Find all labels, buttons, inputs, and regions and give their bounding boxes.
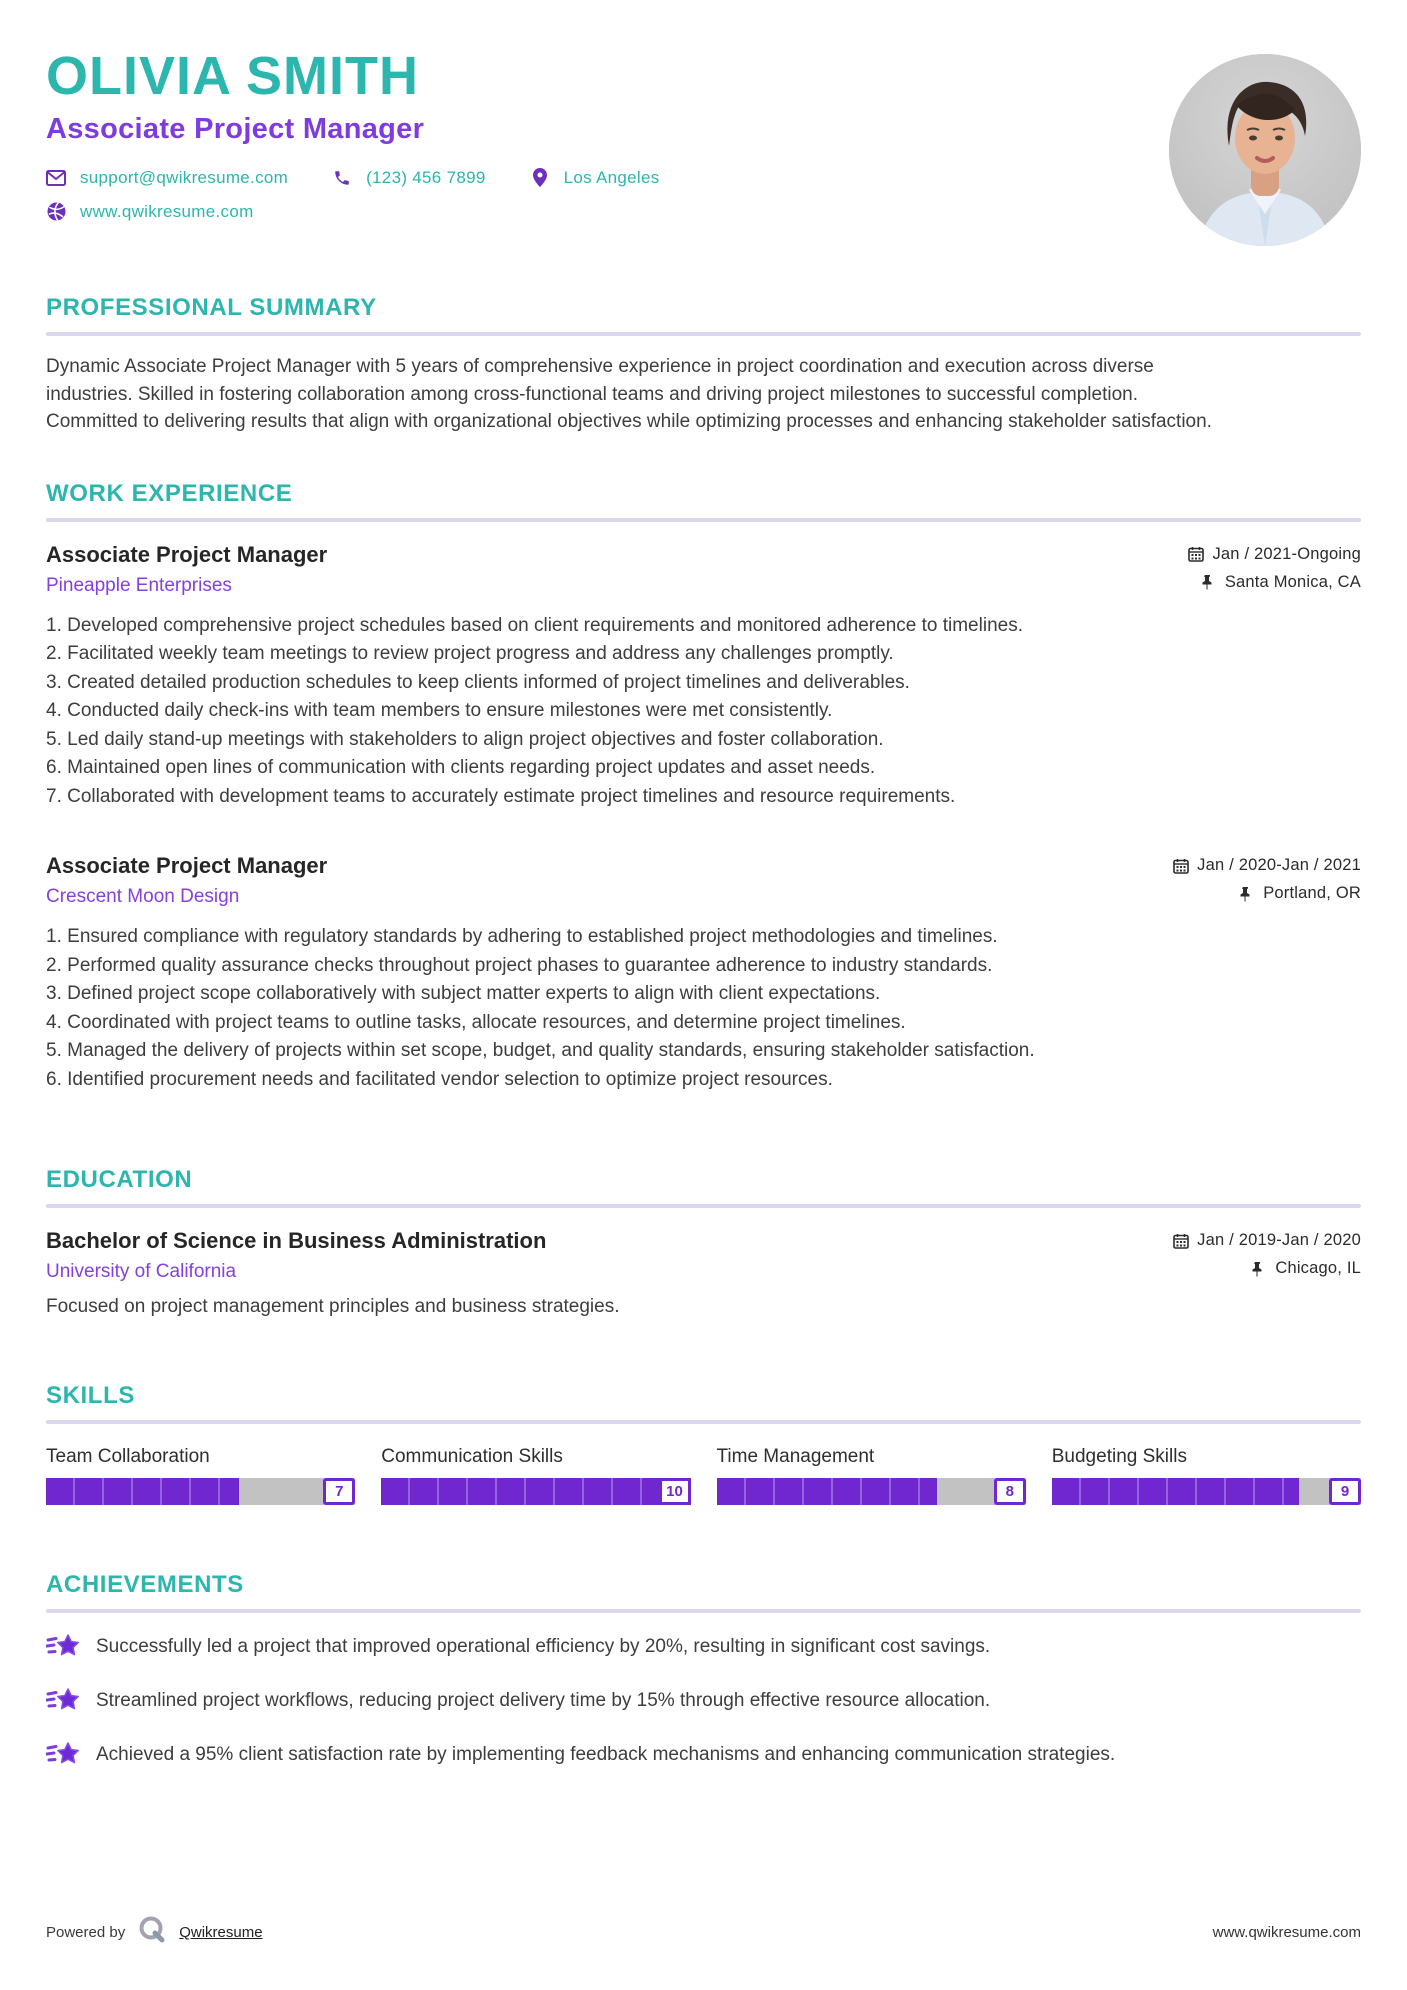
job-date-text: Jan / 2020-Jan / 2021	[1197, 856, 1361, 874]
pushpin-icon	[1201, 574, 1217, 590]
job-bullet: Developed comprehensive project schedules based on client requirements and monitored adherence to timelines.	[67, 614, 1023, 636]
achievements-list	[46, 1633, 1361, 1776]
job-bullet: Performed quality assurance checks throughout project phases to guarantee adherence to industry standards.	[67, 954, 993, 976]
job-head-left	[46, 853, 327, 908]
globe-icon	[46, 202, 66, 222]
shooting-star-icon	[46, 1739, 80, 1776]
job-title: Associate Project Manager	[46, 541, 328, 567]
company-name: Pineapple Enterprises	[46, 574, 232, 596]
job-bullet-list	[46, 923, 1361, 1094]
envelope-icon	[46, 168, 66, 188]
summary-heading: PROFESSIONAL SUMMARY	[46, 294, 377, 321]
job-bullet: Defined project scope collaboratively with subject matter experts to align with client expectations.	[67, 983, 881, 1004]
section-divider	[46, 1420, 1361, 1424]
work-heading: WORK EXPERIENCE	[46, 479, 293, 507]
section-achievements	[46, 1571, 1361, 1776]
skill-value-badge: 8	[994, 1478, 1026, 1505]
person-name: OLIVIA SMITH	[46, 46, 419, 106]
section-education	[46, 1166, 1361, 1318]
skill-bar-fill	[717, 1478, 937, 1505]
skill-bar	[717, 1478, 1026, 1505]
skills-grid	[46, 1446, 1361, 1505]
job-dates	[1173, 856, 1361, 875]
qwikresume-link[interactable]: Qwikresume	[179, 1924, 263, 1941]
location-link[interactable]	[530, 168, 660, 188]
education-location	[1251, 1259, 1361, 1278]
section-professional-summary	[46, 294, 1361, 436]
job-meta	[1188, 542, 1361, 592]
website-link[interactable]	[46, 202, 254, 222]
section-divider	[46, 1204, 1361, 1208]
skill-bar-fill	[1052, 1478, 1300, 1505]
job-bullet: Led daily stand-up meetings with stakeholders to align project objectives and foster collaboration.	[67, 728, 884, 750]
job-location-text: Portland, OR	[1263, 884, 1361, 902]
education-dates	[1173, 1231, 1361, 1250]
contact-row-1	[46, 168, 1361, 188]
skill-bar-fill	[381, 1478, 690, 1505]
summary-text: Dynamic Associate Project Manager with 5 years of comprehensive experience in project coordination and execution across diverse industries. Skilled in fostering collaboration among cross-functional teams and driving project milestones to successful completion. Committed to delivering results that align with organizational objectives while optimizing processes and enhancing stakeholder satisfaction.	[46, 356, 1212, 432]
education-meta	[1173, 1228, 1361, 1278]
job-bullet: Identified procurement needs and facilitated vendor selection to optimize project resources.	[67, 1068, 833, 1090]
section-work-experience	[46, 480, 1361, 1095]
skill-label: Time Management	[716, 1446, 875, 1467]
job-bullet: Facilitated weekly team meetings to review project progress and address any challenges promptly.	[67, 643, 894, 664]
job-dates	[1188, 545, 1361, 564]
map-pin-icon	[530, 168, 550, 188]
skill-bar-fill	[46, 1478, 239, 1505]
achievement-item	[46, 1687, 1361, 1722]
skill-label: Team Collaboration	[46, 1446, 210, 1467]
contact-info	[46, 168, 1361, 222]
phone-icon	[332, 168, 352, 188]
job-title: Associate Project Manager	[46, 853, 328, 878]
job-location	[1239, 884, 1361, 903]
skill-bar	[381, 1478, 690, 1505]
website-text: www.qwikresume.com	[80, 201, 254, 221]
job-head-left	[46, 542, 327, 597]
footer-site-link[interactable]: www.qwikresume.com	[1212, 1924, 1361, 1941]
job-bullet: Created detailed production schedules to keep clients informed of project timelines and deliverables.	[67, 671, 910, 693]
achievement-text: Successfully led a project that improved operational efficiency by 20%, resulting in significant cost savings.	[96, 1636, 991, 1657]
skill-value-badge: 9	[1329, 1478, 1361, 1505]
shooting-star-icon	[46, 1685, 80, 1722]
skill-value-badge: 7	[323, 1478, 355, 1505]
education-head	[46, 1228, 1361, 1283]
profile-photo	[1169, 54, 1361, 246]
footer	[0, 1915, 1407, 1990]
company-name: Crescent Moon Design	[46, 886, 240, 907]
header	[46, 48, 1361, 258]
shooting-star-icon	[46, 1631, 80, 1668]
skill-bar	[1052, 1478, 1361, 1505]
skill-budgeting-skills	[1052, 1446, 1361, 1505]
job-bullet: Coordinated with project teams to outline tasks, allocate resources, and determine project timelines.	[67, 1011, 906, 1033]
education-entry	[46, 1228, 1361, 1318]
achievement-item	[46, 1741, 1361, 1776]
section-divider	[46, 1609, 1361, 1613]
skill-team-collaboration	[46, 1446, 355, 1505]
calendar-icon	[1173, 1233, 1189, 1249]
job-head	[46, 542, 1361, 597]
skill-communication-skills	[381, 1446, 690, 1505]
skill-label: Communication Skills	[381, 1446, 563, 1467]
job-bullet: Conducted daily check-ins with team members to ensure milestones were met consistently.	[67, 700, 833, 721]
job-location	[1201, 573, 1361, 592]
education-head-left	[46, 1228, 546, 1283]
calendar-icon	[1188, 546, 1204, 562]
qwikresume-logo-icon	[137, 1915, 167, 1950]
calendar-icon	[1173, 858, 1189, 874]
job-bullet: Maintained open lines of communication with clients regarding project updates and asset needs.	[67, 757, 876, 778]
job-meta	[1173, 853, 1361, 903]
job-entry-1	[46, 542, 1361, 812]
school-name: University of California	[46, 1261, 237, 1282]
location-text: Los Angeles	[563, 167, 660, 187]
job-entry-2	[46, 853, 1361, 1094]
person-title: Associate Project Manager	[46, 112, 425, 145]
powered-by-label: Powered by	[46, 1924, 126, 1941]
achievement-item	[46, 1633, 1361, 1668]
job-bullet: Managed the delivery of projects within set scope, budget, and quality standards, ensuring stakeholder satisfaction.	[67, 1040, 1035, 1061]
pushpin-icon	[1251, 1261, 1267, 1277]
skill-label: Budgeting Skills	[1051, 1446, 1187, 1467]
job-location-text: Santa Monica, CA	[1224, 572, 1361, 591]
contact-row-2	[46, 202, 1361, 222]
footer-branding	[46, 1915, 263, 1950]
achievement-text: Streamlined project workflows, reducing project delivery time by 15% through effective resource allocation.	[96, 1690, 991, 1711]
pushpin-icon	[1239, 886, 1255, 902]
phone-text: (123) 456 7899	[366, 167, 486, 187]
skill-bar	[46, 1478, 355, 1505]
education-date-text: Jan / 2019-Jan / 2020	[1197, 1231, 1361, 1249]
email-text: support@qwikresume.com	[80, 167, 289, 187]
phone-link[interactable]	[332, 168, 486, 188]
job-date-text: Jan / 2021-Ongoing	[1212, 544, 1361, 563]
skills-heading: SKILLS	[46, 1382, 135, 1409]
education-heading: EDUCATION	[46, 1166, 193, 1193]
job-bullet-list	[46, 612, 1361, 812]
job-bullet: Ensured compliance with regulatory standards by adhering to established project methodologies and timelines.	[67, 926, 998, 947]
skill-time-management	[717, 1446, 1026, 1505]
section-divider	[46, 332, 1361, 336]
job-bullet: Collaborated with development teams to accurately estimate project timelines and resource requirements.	[67, 785, 956, 807]
education-location-text: Chicago, IL	[1275, 1259, 1361, 1277]
section-skills	[46, 1382, 1361, 1505]
email-link[interactable]	[46, 168, 288, 188]
job-head	[46, 853, 1361, 908]
skill-value-badge: 10	[659, 1478, 691, 1505]
degree-title: Bachelor of Science in Business Administration	[46, 1228, 547, 1253]
section-divider	[46, 518, 1361, 522]
achievement-text: Achieved a 95% client satisfaction rate by implementing feedback mechanisms and enhancing communication strategies.	[96, 1744, 1116, 1765]
education-description: Focused on project management principles and business strategies.	[46, 1296, 620, 1317]
achievements-heading: ACHIEVEMENTS	[46, 1571, 244, 1598]
